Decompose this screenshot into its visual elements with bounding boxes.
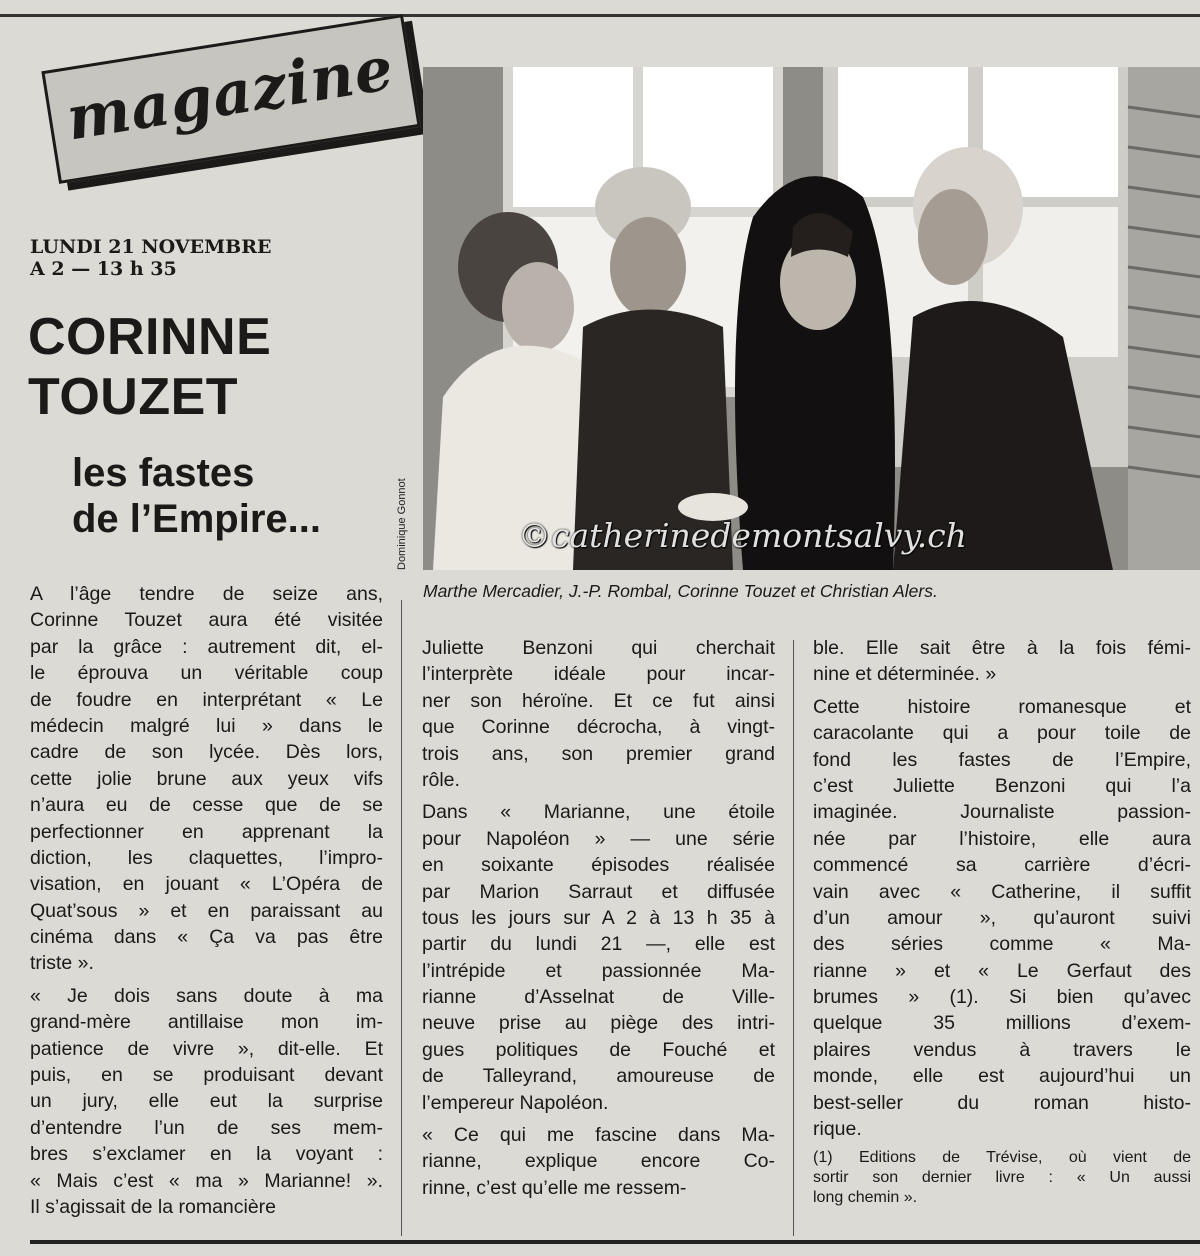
- watermark: ©catherinedemontsalvy.ch: [518, 516, 967, 555]
- text-line: Corinne Touzet aura été visitée: [30, 609, 383, 632]
- text-line: « Ce qui me fascine dans Ma-: [422, 1124, 775, 1147]
- text-line: Dans « Marianne, une étoile: [422, 801, 775, 824]
- text-line: visation, en jouant « L’Opéra de: [30, 873, 383, 896]
- article-paragraph: [422, 799, 775, 1116]
- footnote: [813, 1148, 1191, 1208]
- text-line: brumes » (1). Si bien qu’avec: [813, 986, 1191, 1009]
- article-paragraph: [813, 694, 1191, 1143]
- text-line: gues politiques de Fouché et: [422, 1038, 775, 1061]
- text-line: A l’âge tendre de seize ans,: [30, 583, 383, 605]
- text-line: grand-mère antillaise mon im-: [30, 1011, 383, 1034]
- text-line: monde, elle est aujourd’hui un: [813, 1065, 1191, 1088]
- subhead-line-1: les fastes: [72, 451, 255, 495]
- section-badge: [38, 22, 408, 182]
- article-column-2: [422, 635, 775, 1207]
- headline-line-2: TOUZET: [28, 368, 239, 426]
- text-line: Cette histoire romanesque et: [813, 695, 1191, 718]
- text-line: de foudre en interprétant « Le: [30, 688, 383, 711]
- text-line: nine et déterminée. »: [813, 663, 997, 686]
- text-line: un jury, elle eut la surprise: [30, 1090, 383, 1113]
- subhead-line-2: de l’Empire...: [72, 497, 321, 541]
- text-line: en soixante épisodes réalisée: [422, 854, 775, 877]
- text-line: rianne d’Asselnat de Ville-: [422, 986, 775, 1009]
- article-column-3: [813, 635, 1191, 1208]
- text-line: perfectionner en apprenant la: [30, 820, 383, 843]
- text-line: imaginée. Journaliste passion-: [813, 801, 1191, 824]
- text-line: médecin malgré lui » dans le: [30, 714, 383, 737]
- photo-caption: Marthe Mercadier, J.-P. Rombal, Corinne Touzet et Christian Alers.: [423, 581, 938, 601]
- text-line: trois ans, son premier grand: [422, 742, 775, 765]
- article-paragraph: [30, 983, 383, 1221]
- text-line: patience de vivre », dit-elle. Et: [30, 1037, 383, 1060]
- bottom-rule: [30, 1240, 1200, 1244]
- text-line: des séries comme « Ma-: [813, 933, 1191, 956]
- text-line: cadre de son lycée. Dès lors,: [30, 741, 383, 764]
- photo-illustration: [423, 67, 1200, 570]
- section-badge-box: [41, 14, 420, 184]
- text-line: Juliette Benzoni qui cherchait: [422, 637, 775, 659]
- text-line: née par l’histoire, elle aura: [813, 827, 1191, 850]
- column-rule-1: [401, 600, 402, 1236]
- article-photo: [423, 67, 1200, 570]
- text-line: n’aura eu de cesse que de se: [30, 794, 383, 817]
- text-line: rinne, c’est qu’elle me ressem-: [422, 1176, 687, 1199]
- top-rule: [0, 14, 1200, 17]
- text-line: best-seller du roman histo-: [813, 1091, 1191, 1114]
- column-rule-2: [793, 640, 794, 1236]
- article-subhead: [72, 450, 321, 542]
- text-line: de Talleyrand, amoureuse de: [422, 1065, 775, 1088]
- photo-credit-text: Dominique Gonnot: [396, 478, 408, 570]
- text-line: neuve prise au piège des intri-: [422, 1012, 775, 1035]
- text-line: ner son héroïne. Et ce fut ainsi: [422, 689, 775, 712]
- text-line: quelque 35 millions d’exem-: [813, 1012, 1191, 1035]
- article-headline: [28, 307, 271, 427]
- article-paragraph: [813, 635, 1191, 688]
- dateline-channel-time: A 2 — 13 h 35: [30, 258, 177, 280]
- text-line: cinéma dans « Ça va pas être: [30, 926, 383, 949]
- text-line: rique.: [813, 1118, 862, 1141]
- text-line: que Corinne décrocha, à vingt-: [422, 716, 775, 739]
- text-line: pour Napoléon » — une série: [422, 827, 775, 850]
- article-column-1: [30, 581, 383, 1226]
- broadcast-dateline: [30, 236, 290, 280]
- text-line: commencé sa carrière d’écri-: [813, 854, 1191, 877]
- text-line: partir du lundi 21 —, elle est: [422, 933, 775, 956]
- text-line: ble. Elle sait être à la fois fémi-: [813, 637, 1191, 659]
- text-line: bres s’exclamer en la voyant :: [30, 1143, 383, 1166]
- text-line: rianne » et « Le Gerfaut des: [813, 959, 1191, 982]
- text-line: rôle.: [422, 768, 460, 791]
- text-line: triste ».: [30, 952, 94, 975]
- text-line: l’empereur Napoléon.: [422, 1091, 609, 1114]
- footnote-line: (1) Editions de Trévise, où vient de: [813, 1149, 1191, 1167]
- text-line: Quat’sous » et en paraissant au: [30, 899, 383, 922]
- article-paragraph: [422, 1122, 775, 1201]
- dateline-date: LUNDI 21 NOVEMBRE: [30, 236, 272, 258]
- section-badge-label: magazine: [61, 33, 399, 155]
- text-line: « Je dois sans doute à ma: [30, 984, 383, 1007]
- text-line: par la grâce : autrement dit, el-: [30, 635, 383, 658]
- text-line: rianne, explique encore Co-: [422, 1150, 775, 1173]
- text-line: d’entendre l’un de ses mem-: [30, 1116, 383, 1139]
- text-line: vain avec « Catherine, il suffit: [813, 880, 1191, 903]
- footnote-line: sortir son dernier livre : « Un aussi: [813, 1169, 1191, 1187]
- text-line: plaires vendus à travers le: [813, 1038, 1191, 1061]
- text-line: puis, en se produisant devant: [30, 1064, 383, 1087]
- text-line: caracolante qui a pour toile de: [813, 722, 1191, 745]
- headline-line-1: CORINNE: [28, 308, 272, 366]
- text-line: le éprouva un véritable coup: [30, 662, 383, 685]
- text-line: Il s’agissait de la romancière: [30, 1195, 277, 1218]
- text-line: par Marion Sarraut et diffusée: [422, 880, 775, 903]
- text-line: c’est Juliette Benzoni qui l’a: [813, 774, 1191, 797]
- text-line: l’intrépide et passionnée Ma-: [422, 959, 775, 982]
- text-line: cette jolie brune aux yeux vifs: [30, 767, 383, 790]
- text-line: diction, les claquettes, l’impro-: [30, 846, 383, 869]
- text-line: d’un amour », qu’auront suivi: [813, 906, 1191, 929]
- text-line: tous les jours sur A 2 à 13 h 35 à: [422, 906, 775, 929]
- text-line: l’interprète idéale pour incar-: [422, 663, 775, 686]
- text-line: « Mais c’est « ma » Marianne! ».: [30, 1169, 383, 1192]
- text-line: fond les fastes de l’Empire,: [813, 748, 1191, 771]
- article-paragraph: [422, 635, 775, 793]
- footnote-line: long chemin ».: [813, 1189, 918, 1207]
- article-paragraph: [30, 581, 383, 977]
